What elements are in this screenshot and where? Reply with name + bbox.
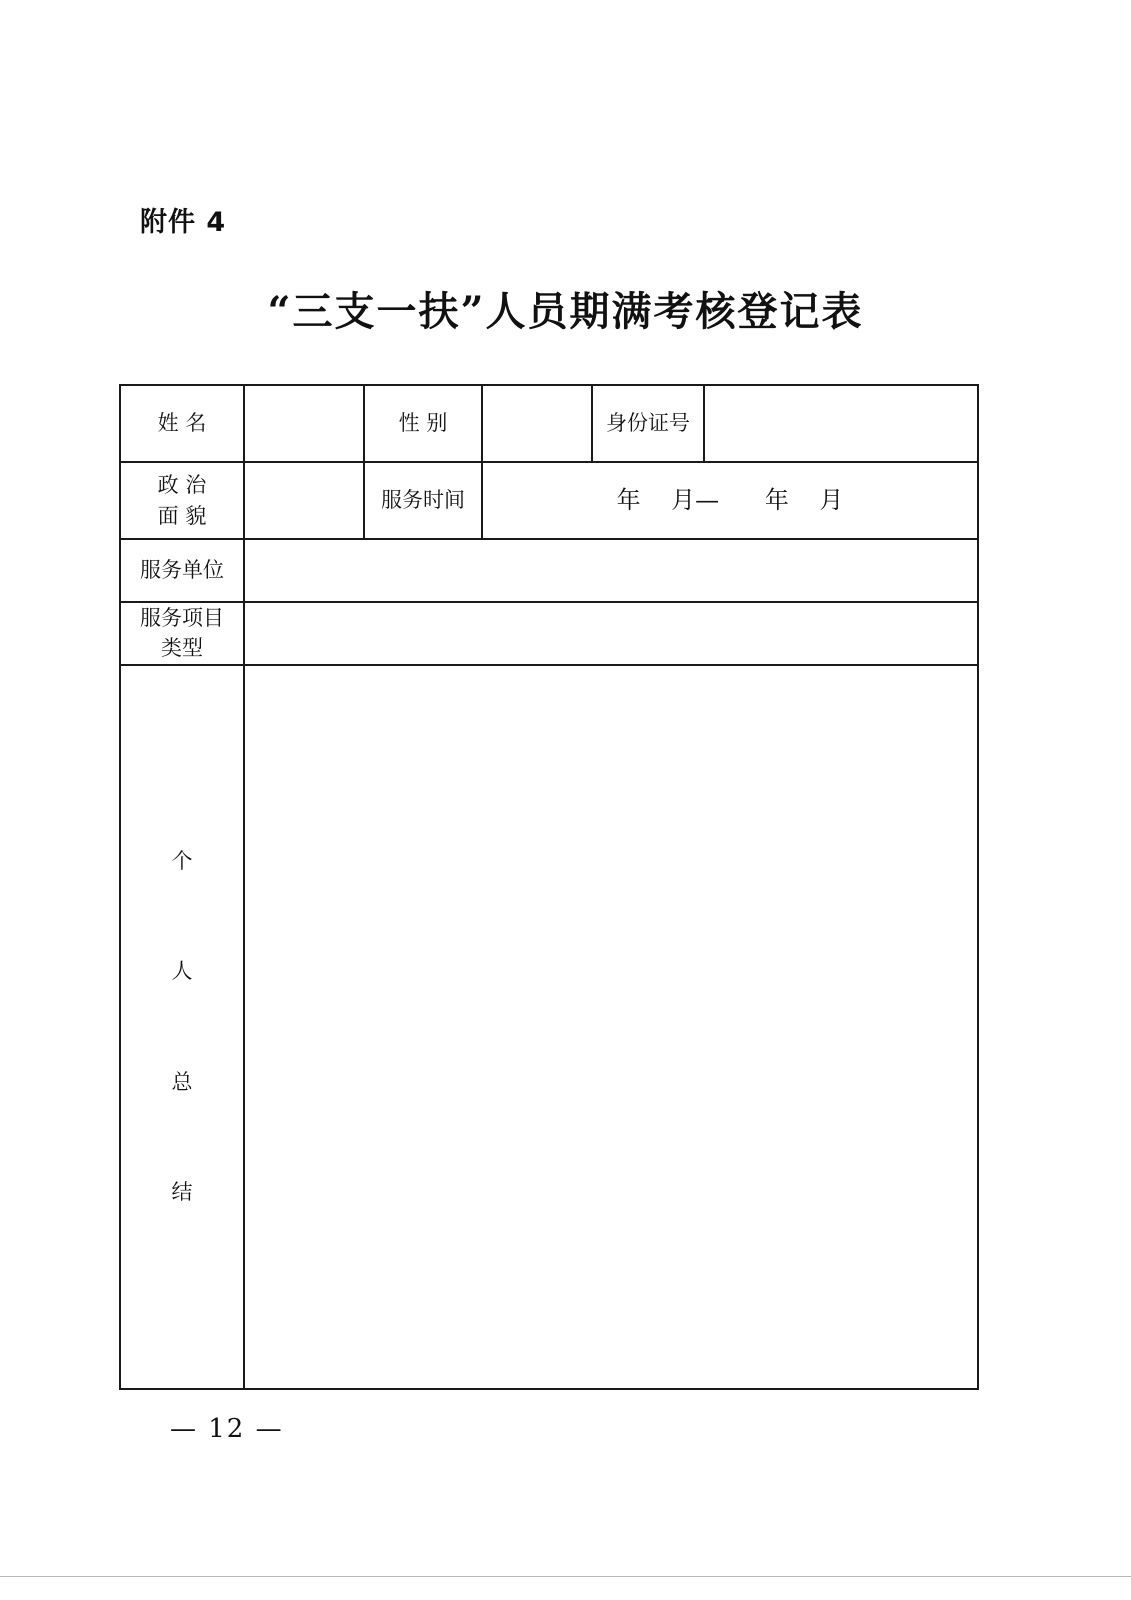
summary-char-4: 结 [171,1180,193,1205]
gender-label: 性 别 [398,411,448,436]
id-number-value-cell[interactable] [704,385,978,462]
project-type-label-line2: 类型 [161,636,203,661]
gender-value-cell[interactable] [482,385,592,462]
personal-summary-label [121,846,243,1208]
service-date-range: 年 月— 年 月 [616,486,844,515]
political-status-label-line2: 面 貌 [157,503,207,528]
row-political-service-time [120,462,978,539]
id-number-label: 身份证号 [606,411,690,436]
personal-summary-label-cell [120,665,244,1389]
service-unit-label-cell [120,539,244,602]
political-status-label-line1: 政 治 [157,473,207,498]
political-status-value-cell[interactable] [244,462,364,539]
political-status-label-cell [120,462,244,539]
gender-label-cell [364,385,482,462]
service-time-label: 服务时间 [381,488,465,513]
service-unit-value-cell[interactable] [244,539,978,602]
project-type-label-line1: 服务项目 [140,606,224,630]
project-type-value-cell[interactable] [244,602,978,665]
personal-summary-value-cell[interactable] [244,665,978,1389]
row-personal-summary [120,665,978,1389]
id-number-label-cell [592,385,704,462]
row-basic-info [120,385,978,462]
form-title: “三支一扶”人员期满考核登记表 [267,288,864,335]
registration-form-table [119,384,979,1390]
name-value-cell[interactable] [244,385,364,462]
summary-char-3: 总 [171,1069,193,1094]
service-time-label-cell [364,462,482,539]
name-label-cell [120,385,244,462]
service-time-value-cell[interactable] [482,462,978,539]
summary-char-1: 个 [171,849,193,873]
row-project-type [120,602,978,665]
project-type-label-cell [120,602,244,665]
summary-char-2: 人 [171,959,193,984]
service-unit-label: 服务单位 [140,558,224,583]
name-label: 姓 名 [157,411,207,436]
page-edge-line [0,1576,1131,1577]
attachment-label: 附件 4 [140,207,227,238]
row-service-unit [120,539,978,602]
page-number: — 12 — [170,1414,284,1444]
